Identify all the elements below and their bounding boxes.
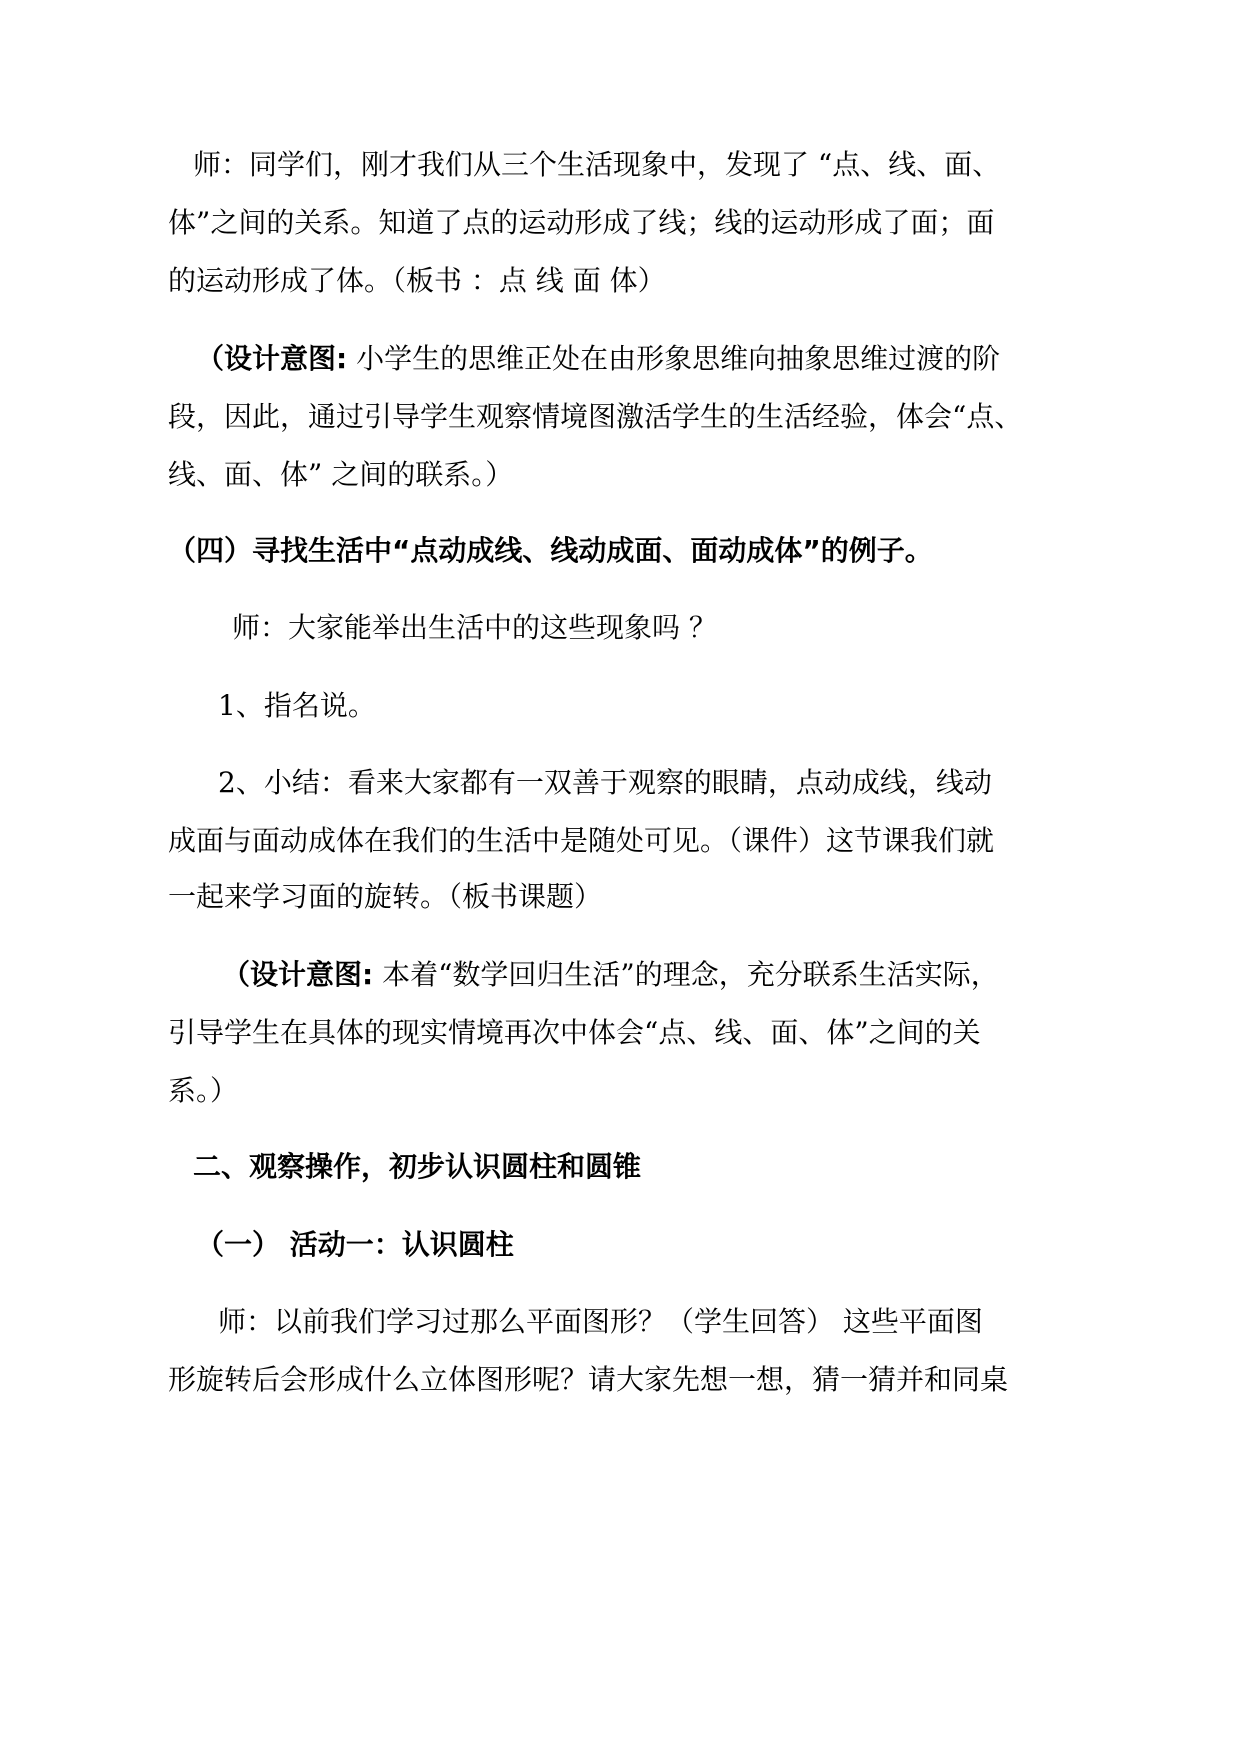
design2-line-2: 引导学生在具体的现实情境再次中体会“点、线、面、体”之间的关: [168, 1016, 981, 1049]
teacher-question: 师：大家能举出生活中的这些现象吗 ？: [232, 611, 717, 644]
section4-heading: （四）寻找生活中“点动成线、线动成面、面动成体”的例子。: [168, 534, 933, 567]
item2-line-3: 一起来学习面的旋转。（板书课题）: [168, 880, 603, 913]
activity1-heading: （一） 活动一：认识圆柱: [196, 1228, 514, 1261]
item2-line-1: 2、小结：看来大家都有一双善于观察的眼睛，点动成线，线动: [218, 766, 992, 799]
p1-line-2: 体”之间的关系。知道了点的运动形成了线；线的运动形成了面；面: [168, 206, 995, 239]
design2-line-3: 系。）: [168, 1074, 239, 1107]
design1-line-2: 段，因此，通过引导学生观察情境图激活学生的生活经验，体会“点、: [168, 400, 1023, 433]
p-last-line-2: 形旋转后会形成什么立体图形呢？请大家先想一想，猜一猜并和同桌: [168, 1363, 1009, 1396]
design1-label: （设计意图:: [196, 342, 348, 375]
p1-line-1: 师：同学们，刚才我们从三个生活现象中，发现了 “点、线、面、: [193, 148, 1001, 181]
design2-label: （设计意图:: [222, 958, 374, 991]
design2-line-1-text: 本着“数学回归生活”的理念，充分联系生活实际，: [373, 958, 999, 991]
design1-line-1: [196, 339, 1000, 379]
p-last-line-1: 师：以前我们学习过那么平面图形？（学生回答） 这些平面图: [218, 1305, 983, 1338]
p1-line-3: 的运动形成了体。（板书 ：点 线 面 体）: [168, 264, 666, 297]
design1-line-3: 线、面、体” 之间的联系。）: [168, 458, 514, 491]
item-1: 1、指名说。: [218, 689, 376, 722]
design1-line-1-text: 小学生的思维正处在由形象思维向抽象思维过渡的阶: [347, 342, 1001, 375]
design2-line-1: [222, 955, 999, 995]
item2-line-2: 成面与面动成体在我们的生活中是随处可见。（课件）这节课我们就: [168, 824, 995, 857]
part2-heading: 二、观察操作，初步认识圆柱和圆锥: [193, 1150, 642, 1183]
